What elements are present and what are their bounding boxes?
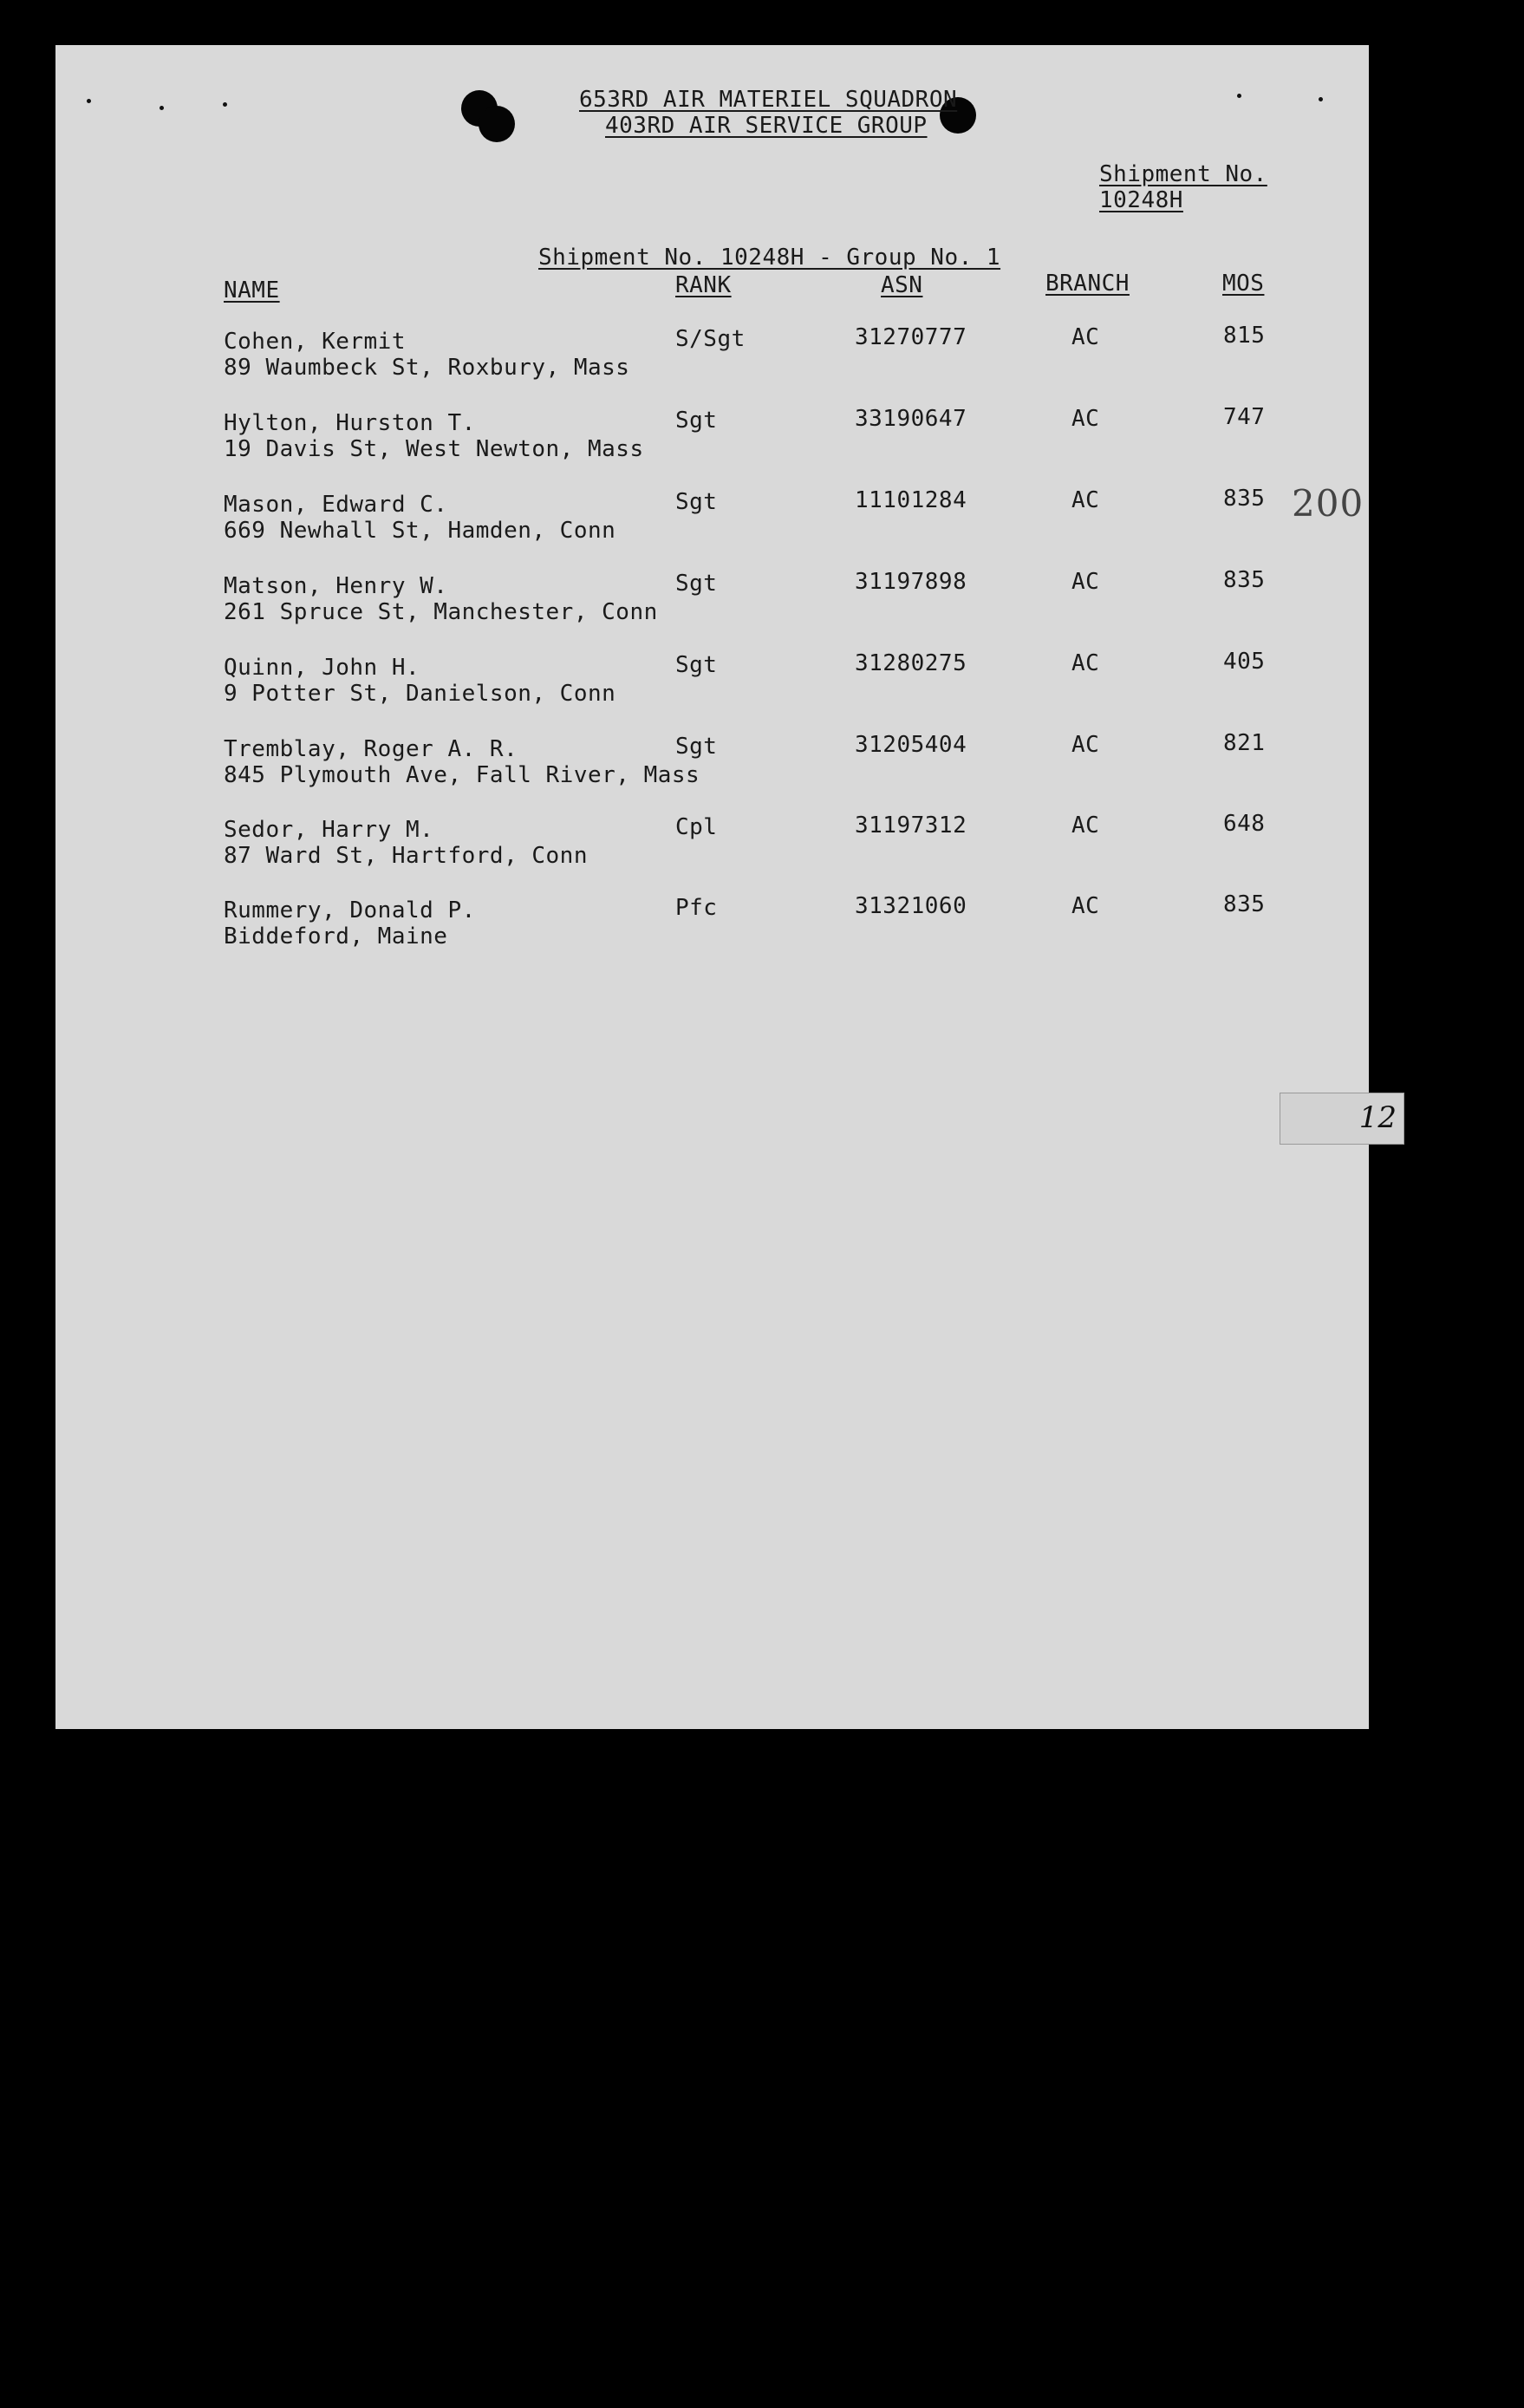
row-rank: Sgt	[675, 408, 718, 434]
row-rank: Sgt	[675, 489, 718, 515]
row-name: Sedor, Harry M.	[224, 817, 434, 843]
row-mos: 835	[1223, 567, 1266, 593]
row-branch: AC	[1071, 812, 1100, 839]
row-mos: 747	[1223, 404, 1266, 430]
row-address: 669 Newhall St, Hamden, Conn	[224, 518, 616, 544]
page-stamp-number: 200	[1292, 482, 1364, 525]
row-asn: 33190647	[855, 406, 967, 432]
row-address: 845 Plymouth Ave, Fall River, Mass	[224, 762, 700, 788]
row-name: Matson, Henry W.	[224, 573, 448, 599]
row-asn: 31197898	[855, 569, 967, 595]
row-mos: 821	[1223, 730, 1266, 756]
row-branch: AC	[1071, 487, 1100, 513]
punch-hole-left-2	[479, 106, 515, 142]
row-branch: AC	[1071, 893, 1100, 919]
row-address: Biddeford, Maine	[224, 923, 448, 949]
row-mos: 835	[1223, 891, 1266, 917]
column-header-name: NAME	[224, 277, 280, 303]
speck	[1319, 97, 1323, 101]
row-rank: S/Sgt	[675, 326, 746, 352]
row-address: 89 Waumbeck St, Roxbury, Mass	[224, 355, 630, 381]
row-mos: 815	[1223, 323, 1266, 349]
row-rank: Cpl	[675, 814, 718, 840]
group-title: Shipment No. 10248H - Group No. 1	[538, 245, 1001, 271]
row-address: 9 Potter St, Danielson, Conn	[224, 681, 616, 707]
row-rank: Sgt	[675, 734, 718, 760]
row-branch: AC	[1071, 406, 1100, 432]
unit-title-line2: 403RD AIR SERVICE GROUP	[605, 113, 928, 139]
row-branch: AC	[1071, 324, 1100, 350]
row-asn: 31270777	[855, 324, 967, 350]
row-rank: Sgt	[675, 652, 718, 678]
row-name: Mason, Edward C.	[224, 492, 448, 518]
document-page	[55, 45, 1369, 1729]
row-rank: Sgt	[675, 571, 718, 597]
row-name: Rummery, Donald P.	[224, 897, 476, 923]
index-tab	[1280, 1093, 1404, 1145]
row-name: Quinn, John H.	[224, 655, 420, 681]
column-header-rank: RANK	[675, 272, 732, 298]
row-name: Cohen, Kermit	[224, 329, 406, 355]
row-mos: 835	[1223, 486, 1266, 512]
tab-number: 12	[1358, 1100, 1397, 1135]
speck	[160, 106, 164, 110]
column-header-mos: MOS	[1222, 271, 1265, 297]
speck	[223, 102, 227, 107]
unit-title-line1: 653RD AIR MATERIEL SQUADRON	[579, 87, 958, 113]
row-name: Hylton, Hurston T.	[224, 410, 476, 436]
column-header-branch: BRANCH	[1045, 271, 1130, 297]
row-mos: 405	[1223, 649, 1266, 675]
row-branch: AC	[1071, 732, 1100, 758]
row-rank: Pfc	[675, 895, 718, 921]
shipment-label: Shipment No.	[1099, 161, 1267, 187]
row-branch: AC	[1071, 650, 1100, 676]
row-asn: 31321060	[855, 893, 967, 919]
shipment-number: 10248H	[1099, 187, 1183, 213]
row-address: 261 Spruce St, Manchester, Conn	[224, 599, 658, 625]
row-address: 19 Davis St, West Newton, Mass	[224, 436, 644, 462]
speck	[1237, 94, 1241, 98]
speck	[87, 99, 91, 103]
row-address: 87 Ward St, Hartford, Conn	[224, 843, 588, 869]
row-branch: AC	[1071, 569, 1100, 595]
row-mos: 648	[1223, 811, 1266, 837]
row-asn: 31205404	[855, 732, 967, 758]
row-asn: 31197312	[855, 812, 967, 839]
row-asn: 31280275	[855, 650, 967, 676]
column-header-asn: ASN	[881, 272, 923, 298]
row-asn: 11101284	[855, 487, 967, 513]
row-name: Tremblay, Roger A. R.	[224, 736, 518, 762]
